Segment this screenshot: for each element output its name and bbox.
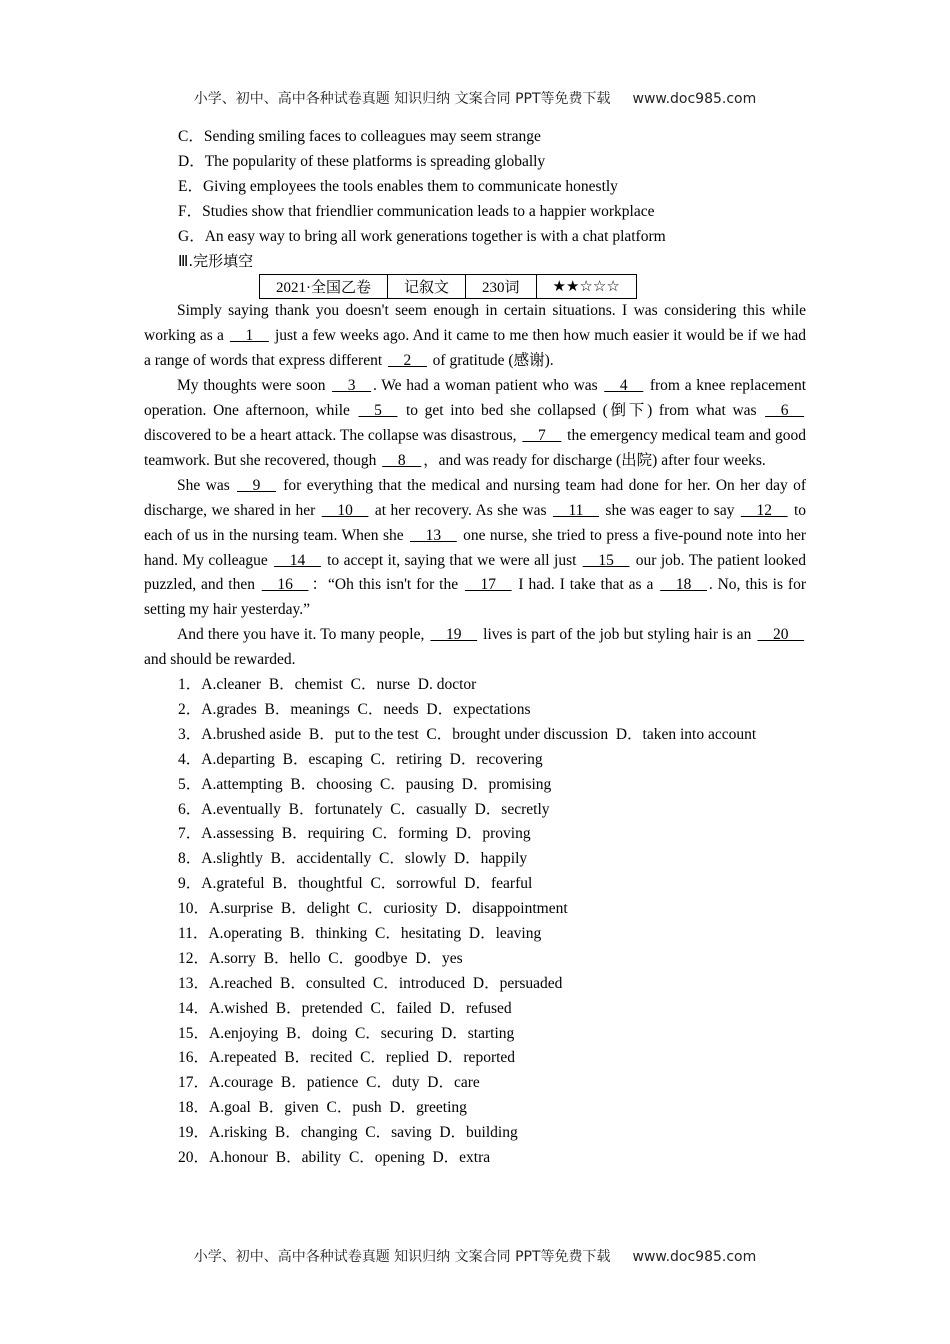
question-5-option-c[interactable]: C．pausing — [379, 775, 454, 793]
section-title: Ⅲ.完形填空 — [178, 252, 254, 271]
blank-13[interactable]: __13__ — [410, 526, 457, 544]
question-5 — [144, 773, 806, 798]
question-8-option-b[interactable]: B．accidentally — [270, 850, 372, 868]
question-12-option-c[interactable]: C．goodbye — [328, 949, 408, 967]
question-2-option-d[interactable]: D．expectations — [426, 700, 531, 718]
question-20-option-d[interactable]: D．extra — [432, 1148, 491, 1166]
question-20 — [144, 1146, 806, 1171]
question-20-option-c[interactable]: C．opening — [348, 1148, 425, 1166]
blank-4[interactable]: __4__ — [604, 377, 644, 395]
question-2-option-c[interactable]: C．needs — [357, 700, 419, 718]
question-14 — [144, 997, 806, 1022]
passage-paragraph-4 — [144, 623, 806, 673]
question-9 — [144, 872, 806, 897]
blank-19[interactable]: __19__ — [430, 626, 478, 644]
question-18-option-a[interactable]: 18．A.goal — [178, 1099, 251, 1117]
passage-text: of gratitude (感谢). — [428, 352, 554, 370]
question-19 — [144, 1121, 806, 1146]
blank-16[interactable]: __16__ — [261, 576, 309, 594]
question-10-option-b[interactable]: B．delight — [280, 900, 350, 918]
blank-14[interactable]: __14__ — [274, 551, 321, 569]
question-16-option-a[interactable]: 16．A.repeated — [178, 1049, 277, 1067]
passage-text: she was eager to say — [600, 501, 739, 519]
question-11-option-a[interactable]: 11．A.operating — [178, 924, 283, 942]
question-14-option-a[interactable]: 14．A.wished — [178, 999, 268, 1017]
question-12-option-d[interactable]: D．yes — [415, 949, 463, 967]
question-18-option-c[interactable]: C．push — [326, 1099, 382, 1117]
question-list — [144, 673, 806, 1171]
question-10-option-a[interactable]: 10．A.surprise — [178, 900, 274, 918]
question-9-option-c[interactable]: C．sorrowful — [370, 875, 457, 893]
passage-text: at her recovery. As she was — [370, 501, 551, 519]
blank-10[interactable]: __10__ — [321, 501, 369, 519]
question-15-option-a[interactable]: 15．A.enjoying — [178, 1024, 279, 1042]
question-4-option-a[interactable]: 4．A.departing — [178, 750, 275, 768]
question-12-option-b[interactable]: B．hello — [263, 949, 321, 967]
question-13-option-d[interactable]: D．persuaded — [472, 974, 563, 992]
question-15-option-d[interactable]: D．starting — [441, 1024, 515, 1042]
question-10 — [144, 897, 806, 922]
question-2-option-b[interactable]: B．meanings — [264, 700, 350, 718]
question-7-option-a[interactable]: 7．A.assessing — [178, 825, 275, 843]
question-9-option-a[interactable]: 9．A.grateful — [178, 875, 265, 893]
passage-text: And there you have it. To many people, — [177, 626, 429, 644]
passage-text: from a knee replacement operation. One afternoon, while — [144, 377, 806, 420]
blank-15[interactable]: __15__ — [582, 551, 630, 569]
passage-text: just a few weeks ago. And it came to me then how much easier it would be if we had a range of words that express different — [144, 327, 806, 370]
question-9-option-b[interactable]: B．thoughtful — [272, 875, 363, 893]
blank-17[interactable]: __17__ — [465, 576, 512, 594]
blank-3[interactable]: __3__ — [332, 377, 371, 395]
question-18-option-b[interactable]: B．given — [258, 1099, 319, 1117]
question-3-option-b[interactable]: B．put to the test — [308, 725, 419, 743]
question-6-option-b[interactable]: B．fortunately — [288, 800, 383, 818]
question-17-option-d[interactable]: D．care — [427, 1074, 480, 1092]
question-8-option-d[interactable]: D．happily — [453, 850, 528, 868]
option-f: F．Studies show that friendlier communication leads to a happier workplace — [178, 202, 655, 220]
question-18-option-d[interactable]: D．greeting — [389, 1099, 467, 1117]
question-4 — [144, 748, 806, 773]
question-1-option-d[interactable]: D. doctor — [417, 676, 477, 694]
blank-12[interactable]: __12__ — [740, 501, 788, 519]
question-9-option-d[interactable]: D．fearful — [464, 875, 533, 893]
question-16-option-c[interactable]: C．replied — [360, 1049, 429, 1067]
question-11-option-d[interactable]: D．leaving — [468, 924, 542, 942]
question-8 — [144, 847, 806, 872]
page-header — [0, 88, 950, 108]
blank-18[interactable]: __18__ — [660, 576, 707, 594]
passage-text: ：“Oh this isn't for the — [310, 576, 464, 594]
question-7-option-b[interactable]: B．requiring — [281, 825, 365, 843]
question-7-option-c[interactable]: C．forming — [372, 825, 448, 843]
question-15 — [144, 1022, 806, 1047]
question-16-option-d[interactable]: D．reported — [436, 1049, 516, 1067]
question-3-option-d[interactable]: D．taken into account — [615, 725, 757, 743]
question-17 — [144, 1071, 806, 1096]
question-20-option-b[interactable]: B．ability — [275, 1148, 342, 1166]
passage-text: the emergency medical team and good teamwork. But she recovered, though — [144, 426, 807, 469]
question-8-option-c[interactable]: C．slowly — [379, 850, 447, 868]
passage-text: My thoughts were soon — [177, 377, 331, 395]
question-5-option-b[interactable]: B．choosing — [290, 775, 373, 793]
question-13 — [144, 972, 806, 997]
question-19-option-c[interactable]: C．saving — [365, 1124, 432, 1142]
question-16 — [144, 1046, 806, 1071]
question-15-option-b[interactable]: B．doing — [286, 1024, 348, 1042]
question-3-option-a[interactable]: 3．A.brushed aside — [178, 725, 302, 743]
question-10-option-c[interactable]: C．curiosity — [357, 900, 438, 918]
question-19-option-b[interactable]: B．changing — [274, 1124, 358, 1142]
passage-text: discovered to be a heart attack. The collapse was disastrous, — [144, 426, 521, 444]
option-d: D．The popularity of these platforms is spreading globally — [178, 152, 546, 170]
question-8-option-a[interactable]: 8．A.slightly — [178, 850, 263, 868]
info-genre: 记叙文 — [388, 275, 466, 299]
blank-9[interactable]: __9__ — [237, 476, 276, 494]
footer-text: 小学、初中、高中各种试卷真题 知识归纳 文案合同 PPT等免费下载 — [193, 1249, 611, 1265]
question-5-option-d[interactable]: D．promising — [461, 775, 552, 793]
question-11 — [144, 922, 806, 947]
question-19-option-a[interactable]: 19．A.risking — [178, 1124, 268, 1142]
passage-text: to accept it, saying that we were all just — [322, 551, 581, 569]
question-14-option-c[interactable]: C．failed — [370, 999, 432, 1017]
header-site-link[interactable]: www.doc985.com — [632, 91, 757, 107]
passage-text: our job. The patient looked puzzled, and then — [144, 551, 807, 594]
blank-11[interactable]: __11__ — [553, 501, 599, 519]
passage-text: lives is part of the job but styling hair is an — [479, 626, 756, 644]
passage-text: for everything that the medical and nursing team had done for her. On her day of discharge, we shared in her — [144, 476, 807, 519]
passage-text: and should be rewarded. — [144, 651, 296, 669]
blank-1[interactable]: __1__ — [230, 327, 269, 345]
passage-text: Simply saying thank you doesn't seem enough in certain situations. I was considering this while working as a — [144, 302, 806, 345]
question-1-option-c[interactable]: C．nurse — [350, 676, 411, 694]
question-1 — [144, 673, 806, 698]
passage-paragraph-1 — [144, 299, 806, 374]
question-2-option-a[interactable]: 2．A.grades — [178, 700, 257, 718]
blank-8[interactable]: __8__ — [382, 451, 422, 469]
blank-5[interactable]: __5__ — [358, 402, 398, 420]
question-3-option-c[interactable]: C．brought under discussion — [426, 725, 609, 743]
question-7 — [144, 822, 806, 847]
question-17-option-c[interactable]: C．duty — [366, 1074, 420, 1092]
header-text: 小学、初中、高中各种试卷真题 知识归纳 文案合同 PPT等免费下载 — [193, 91, 611, 107]
question-5-option-a[interactable]: 5．A.attempting — [178, 775, 283, 793]
question-19-option-d[interactable]: D．building — [439, 1124, 518, 1142]
previous-options-list — [144, 125, 806, 249]
question-4-option-c[interactable]: C．retiring — [370, 750, 442, 768]
blank-7[interactable]: __7__ — [522, 426, 562, 444]
question-3 — [144, 723, 806, 748]
question-7-option-d[interactable]: D．proving — [455, 825, 531, 843]
question-14-option-b[interactable]: B．pretended — [275, 999, 363, 1017]
passage-text: one nurse, she tried to press a five-pound note into her hand. My colleague — [144, 526, 806, 569]
option-c: C．Sending smiling faces to colleagues may seem strange — [178, 128, 541, 145]
question-13-option-c[interactable]: C．introduced — [373, 974, 466, 992]
question-18 — [144, 1096, 806, 1121]
blank-2[interactable]: __2__ — [388, 352, 427, 370]
info-source: 2021·全国乙卷 — [260, 275, 388, 299]
passage-text: to get into bed she collapsed (倒下) from what was — [399, 402, 764, 420]
page-footer — [0, 1246, 950, 1266]
question-1-option-a[interactable]: 1．A.cleaner — [178, 676, 262, 694]
question-2 — [144, 698, 806, 723]
question-6 — [144, 798, 806, 823]
question-20-option-a[interactable]: 20．A.honour — [178, 1148, 268, 1166]
footer-site-link[interactable]: www.doc985.com — [632, 1249, 757, 1265]
passage-text: I had. I take that as a — [513, 576, 659, 594]
passage-text: She was — [177, 476, 236, 494]
question-12-option-a[interactable]: 12．A.sorry — [178, 949, 256, 967]
document-body — [144, 125, 806, 1171]
passage-text: . No, this is for setting my hair yesterday.” — [144, 576, 806, 619]
question-10-option-d[interactable]: D．disappointment — [445, 900, 568, 918]
question-11-option-b[interactable]: B．thinking — [289, 924, 368, 942]
question-14-option-d[interactable]: D．refused — [439, 999, 512, 1017]
question-12 — [144, 947, 806, 972]
passage-paragraph-2 — [144, 374, 806, 474]
question-11-option-c[interactable]: C．hesitating — [375, 924, 462, 942]
passage-text: to each of us in the nursing team. When she — [144, 501, 807, 544]
question-15-option-c[interactable]: C．securing — [354, 1024, 434, 1042]
option-e: E．Giving employees the tools enables them to communicate honestly — [178, 177, 618, 195]
question-17-option-a[interactable]: 17．A.courage — [178, 1074, 274, 1092]
info-word-count: 230词 — [466, 275, 537, 299]
blank-6[interactable]: __6__ — [765, 402, 804, 420]
option-g: G．An easy way to bring all work generations together is with a chat platform — [178, 227, 666, 245]
question-1-option-b[interactable]: B．chemist — [268, 676, 343, 694]
passage-text: ，and was ready for discharge (出院) after four weeks. — [423, 451, 766, 469]
question-4-option-d[interactable]: D．recovering — [449, 750, 543, 768]
passage-text: . We had a woman patient who was — [372, 377, 603, 395]
info-difficulty: ★★☆☆☆ — [536, 275, 636, 299]
question-13-option-b[interactable]: B．consulted — [280, 974, 366, 992]
question-16-option-b[interactable]: B．recited — [284, 1049, 353, 1067]
passage-paragraph-3 — [144, 474, 806, 623]
question-17-option-b[interactable]: B．patience — [280, 1074, 359, 1092]
question-6-option-d[interactable]: D．secretly — [474, 800, 550, 818]
blank-20[interactable]: __20__ — [757, 626, 804, 644]
question-4-option-b[interactable]: B．escaping — [282, 750, 363, 768]
passage-info-table — [259, 274, 637, 299]
question-13-option-a[interactable]: 13．A.reached — [178, 974, 273, 992]
question-6-option-c[interactable]: C．casually — [390, 800, 467, 818]
question-6-option-a[interactable]: 6．A.eventually — [178, 800, 281, 818]
